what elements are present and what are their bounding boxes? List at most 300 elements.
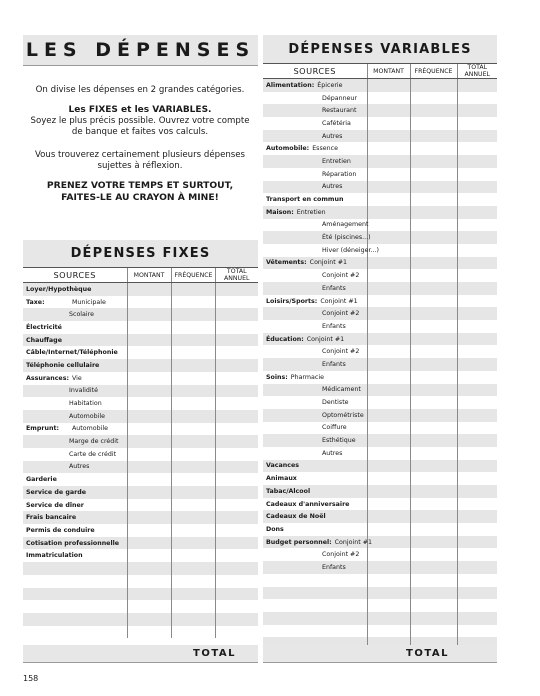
source-cell <box>263 104 367 117</box>
annual-total-cell[interactable] <box>457 371 497 384</box>
frequency-cell[interactable] <box>410 320 457 333</box>
amount-cell[interactable] <box>367 561 410 574</box>
fixes-total-bar <box>23 645 258 663</box>
amount-cell[interactable] <box>367 269 410 282</box>
col-total-annuel: TOTAL ANNUEL <box>215 268 258 283</box>
source-category: Immatriculation <box>26 552 83 560</box>
frequency-cell[interactable] <box>410 269 457 282</box>
table-row <box>263 168 497 181</box>
annual-total-cell[interactable] <box>215 435 258 448</box>
amount-cell[interactable] <box>367 625 410 638</box>
frequency-cell[interactable] <box>410 231 457 244</box>
frequency-cell[interactable] <box>410 155 457 168</box>
source-cell <box>263 612 367 625</box>
annual-total-cell[interactable] <box>457 92 497 105</box>
frequency-cell[interactable] <box>410 92 457 105</box>
table-row <box>263 307 497 320</box>
annual-total-cell[interactable] <box>457 282 497 295</box>
frequency-cell[interactable] <box>171 473 215 486</box>
frequency-cell[interactable] <box>410 257 457 270</box>
source-cell <box>263 320 367 333</box>
amount-cell[interactable] <box>367 104 410 117</box>
annual-total-cell[interactable] <box>457 155 497 168</box>
amount-cell[interactable] <box>127 524 171 537</box>
source-cell <box>263 257 367 270</box>
frequency-cell[interactable] <box>410 193 457 206</box>
annual-total-cell[interactable] <box>457 345 497 358</box>
frequency-cell[interactable] <box>410 498 457 511</box>
amount-cell[interactable] <box>127 626 171 639</box>
source-cell <box>263 92 367 105</box>
frequency-cell[interactable] <box>410 79 457 92</box>
frequency-cell[interactable] <box>171 524 215 537</box>
frequency-cell[interactable] <box>410 104 457 117</box>
annual-total-cell[interactable] <box>457 333 497 346</box>
source-cell <box>23 575 127 588</box>
amount-cell[interactable] <box>367 307 410 320</box>
amount-cell[interactable] <box>127 448 171 461</box>
annual-total-cell[interactable] <box>215 308 258 321</box>
table-row <box>263 384 497 397</box>
frequency-cell[interactable] <box>410 244 457 257</box>
annual-total-cell[interactable] <box>457 384 497 397</box>
annual-total-cell[interactable] <box>457 193 497 206</box>
annual-total-cell[interactable] <box>457 396 497 409</box>
annual-total-cell[interactable] <box>457 460 497 473</box>
amount-cell[interactable] <box>367 219 410 232</box>
annual-total-cell[interactable] <box>457 510 497 523</box>
annual-total-cell[interactable] <box>215 359 258 372</box>
amount-cell[interactable] <box>367 295 410 308</box>
table-row <box>263 320 497 333</box>
amount-cell[interactable] <box>367 92 410 105</box>
table-row <box>263 130 497 143</box>
annual-total-cell[interactable] <box>457 536 497 549</box>
source-subcategory: Habitation <box>69 400 102 408</box>
annual-total-cell[interactable] <box>457 206 497 219</box>
amount-cell[interactable] <box>127 385 171 398</box>
amount-cell[interactable] <box>127 461 171 474</box>
source-cell <box>263 485 367 498</box>
frequency-cell[interactable] <box>410 409 457 422</box>
table-row <box>23 321 258 334</box>
annual-total-cell[interactable] <box>457 498 497 511</box>
table-row <box>23 397 258 410</box>
amount-cell[interactable] <box>127 372 171 385</box>
source-cell <box>23 588 127 601</box>
frequency-cell[interactable] <box>171 435 215 448</box>
annual-total-cell[interactable] <box>457 447 497 460</box>
frequency-cell[interactable] <box>171 461 215 474</box>
source-cell <box>23 600 127 613</box>
amount-cell[interactable] <box>127 321 171 334</box>
annual-total-cell[interactable] <box>457 104 497 117</box>
source-subcategory: Coiffure <box>322 424 347 432</box>
annual-total-cell[interactable] <box>457 409 497 422</box>
source-cell <box>23 410 127 423</box>
annual-total-cell[interactable] <box>215 511 258 524</box>
amount-cell[interactable] <box>367 396 410 409</box>
amount-cell[interactable] <box>367 333 410 346</box>
frequency-cell[interactable] <box>410 561 457 574</box>
table-row <box>263 104 497 117</box>
annual-total-cell[interactable] <box>215 346 258 359</box>
amount-cell[interactable] <box>367 409 410 422</box>
intro-advice: PRENEZ VOTRE TEMPS ET SURTOUT, FAITES-LE AU CRAYON À MINE! <box>46 180 234 203</box>
annual-total-cell[interactable] <box>215 296 258 309</box>
frequency-cell[interactable] <box>171 600 215 613</box>
amount-cell[interactable] <box>367 599 410 612</box>
amount-cell[interactable] <box>367 587 410 600</box>
source-subcategory: Automobile <box>69 412 105 420</box>
frequency-cell[interactable] <box>410 130 457 143</box>
amount-cell[interactable] <box>367 460 410 473</box>
annual-total-cell[interactable] <box>457 422 497 435</box>
annual-total-cell[interactable] <box>215 499 258 512</box>
frequency-cell[interactable] <box>171 499 215 512</box>
source-cell <box>23 613 127 626</box>
annual-total-cell[interactable] <box>457 295 497 308</box>
source-subcategory: Automobile <box>72 425 108 433</box>
variables-total-bar <box>263 645 497 663</box>
frequency-cell[interactable] <box>410 168 457 181</box>
frequency-cell[interactable] <box>171 486 215 499</box>
annual-total-cell[interactable] <box>457 181 497 194</box>
table-row <box>263 142 497 155</box>
amount-cell[interactable] <box>367 142 410 155</box>
frequency-cell[interactable] <box>410 117 457 130</box>
annual-total-cell[interactable] <box>457 231 497 244</box>
amount-cell[interactable] <box>367 320 410 333</box>
annual-total-cell[interactable] <box>457 257 497 270</box>
frequency-cell[interactable] <box>410 181 457 194</box>
annual-total-cell[interactable] <box>215 321 258 334</box>
amount-cell[interactable] <box>127 435 171 448</box>
frequency-cell[interactable] <box>410 142 457 155</box>
amount-cell[interactable] <box>127 423 171 436</box>
source-cell <box>263 548 367 561</box>
amount-cell[interactable] <box>127 334 171 347</box>
annual-total-cell[interactable] <box>457 599 497 612</box>
source-subcategory: Autres <box>69 463 90 471</box>
annual-total-cell[interactable] <box>215 473 258 486</box>
annual-total-cell[interactable] <box>457 485 497 498</box>
amount-cell[interactable] <box>127 613 171 626</box>
frequency-cell[interactable] <box>171 372 215 385</box>
source-cell <box>263 434 367 447</box>
frequency-cell[interactable] <box>171 397 215 410</box>
amount-cell[interactable] <box>127 486 171 499</box>
annual-total-cell[interactable] <box>457 117 497 130</box>
amount-cell[interactable] <box>127 499 171 512</box>
source-cell <box>263 510 367 523</box>
amount-cell[interactable] <box>127 549 171 562</box>
variables-title: DÉPENSES VARIABLES <box>263 35 497 63</box>
frequency-cell[interactable] <box>410 384 457 397</box>
annual-total-cell[interactable] <box>457 142 497 155</box>
table-row <box>263 231 497 244</box>
amount-cell[interactable] <box>367 384 410 397</box>
table-row <box>23 524 258 537</box>
annual-total-cell[interactable] <box>457 244 497 257</box>
frequency-cell[interactable] <box>410 206 457 219</box>
source-cell <box>263 181 367 194</box>
frequency-cell[interactable] <box>171 575 215 588</box>
amount-cell[interactable] <box>367 117 410 130</box>
frequency-cell[interactable] <box>410 307 457 320</box>
amount-cell[interactable] <box>367 612 410 625</box>
annual-total-cell[interactable] <box>457 561 497 574</box>
source-category: Électricité <box>26 323 62 331</box>
frequency-cell[interactable] <box>171 549 215 562</box>
amount-cell[interactable] <box>367 193 410 206</box>
source-category: Éducation: <box>266 335 304 343</box>
frequency-cell[interactable] <box>171 537 215 550</box>
annual-total-cell[interactable] <box>457 612 497 625</box>
amount-cell[interactable] <box>367 231 410 244</box>
frequency-cell[interactable] <box>410 333 457 346</box>
annual-total-cell[interactable] <box>215 588 258 601</box>
amount-cell[interactable] <box>367 345 410 358</box>
frequency-cell[interactable] <box>171 562 215 575</box>
annual-total-cell[interactable] <box>457 548 497 561</box>
source-cell <box>263 206 367 219</box>
annual-total-cell[interactable] <box>215 334 258 347</box>
annual-total-cell[interactable] <box>457 472 497 485</box>
annual-total-cell[interactable] <box>215 562 258 575</box>
source-category: Garderie <box>26 476 57 484</box>
frequency-cell[interactable] <box>171 423 215 436</box>
amount-cell[interactable] <box>367 536 410 549</box>
frequency-cell[interactable] <box>410 447 457 460</box>
table-row <box>23 486 258 499</box>
frequency-cell[interactable] <box>410 219 457 232</box>
amount-cell[interactable] <box>367 181 410 194</box>
table-row <box>263 625 497 638</box>
frequency-cell[interactable] <box>410 587 457 600</box>
frequency-cell[interactable] <box>171 346 215 359</box>
amount-cell[interactable] <box>127 308 171 321</box>
amount-cell[interactable] <box>127 346 171 359</box>
annual-total-cell[interactable] <box>215 613 258 626</box>
source-cell <box>263 307 367 320</box>
source-subcategory: Restaurant <box>322 107 357 115</box>
source-cell <box>23 473 127 486</box>
annual-total-cell[interactable] <box>215 283 258 296</box>
frequency-cell[interactable] <box>410 371 457 384</box>
frequency-cell[interactable] <box>410 396 457 409</box>
amount-cell[interactable] <box>367 155 410 168</box>
source-category: Service de garde <box>26 488 86 496</box>
amount-cell[interactable] <box>367 498 410 511</box>
amount-cell[interactable] <box>127 397 171 410</box>
frequency-cell[interactable] <box>410 460 457 473</box>
annual-total-cell[interactable] <box>215 461 258 474</box>
frequency-cell[interactable] <box>171 321 215 334</box>
source-subcategory: Hiver (déneiger...) <box>322 246 379 254</box>
frequency-cell[interactable] <box>410 548 457 561</box>
source-cell <box>263 358 367 371</box>
source-cell <box>263 384 367 397</box>
annual-total-cell[interactable] <box>215 575 258 588</box>
source-cell <box>263 345 367 358</box>
frequency-cell[interactable] <box>410 422 457 435</box>
fixes-table <box>23 267 258 638</box>
table-row <box>23 473 258 486</box>
amount-cell[interactable] <box>367 510 410 523</box>
frequency-cell[interactable] <box>410 485 457 498</box>
frequency-cell[interactable] <box>410 574 457 587</box>
annual-total-cell[interactable] <box>457 625 497 638</box>
amount-cell[interactable] <box>367 358 410 371</box>
amount-cell[interactable] <box>127 296 171 309</box>
amount-cell[interactable] <box>127 511 171 524</box>
annual-total-cell[interactable] <box>457 434 497 447</box>
frequency-cell[interactable] <box>171 626 215 639</box>
source-subcategory: Enfants <box>322 322 346 330</box>
annual-total-cell[interactable] <box>215 423 258 436</box>
annual-total-cell[interactable] <box>457 79 497 92</box>
annual-total-cell[interactable] <box>457 587 497 600</box>
frequency-cell[interactable] <box>410 282 457 295</box>
source-cell <box>263 244 379 257</box>
amount-cell[interactable] <box>367 472 410 485</box>
frequency-cell[interactable] <box>171 511 215 524</box>
frequency-cell[interactable] <box>410 523 457 536</box>
annual-total-cell[interactable] <box>215 626 258 639</box>
source-cell <box>23 296 127 309</box>
frequency-cell[interactable] <box>410 358 457 371</box>
table-row <box>23 423 258 436</box>
amount-cell[interactable] <box>367 206 410 219</box>
annual-total-cell[interactable] <box>215 486 258 499</box>
annual-total-cell[interactable] <box>215 385 258 398</box>
source-subcategory: Essence <box>312 145 338 153</box>
amount-cell[interactable] <box>367 79 410 92</box>
frequency-cell[interactable] <box>410 510 457 523</box>
amount-cell[interactable] <box>127 359 171 372</box>
amount-cell[interactable] <box>367 548 410 561</box>
table-row <box>263 599 497 612</box>
frequency-cell[interactable] <box>410 295 457 308</box>
source-cell <box>263 142 367 155</box>
annual-total-cell[interactable] <box>457 219 497 232</box>
frequency-cell[interactable] <box>171 410 215 423</box>
source-category: Tabac/Alcool <box>266 487 311 495</box>
amount-cell[interactable] <box>127 588 171 601</box>
frequency-cell[interactable] <box>410 599 457 612</box>
frequency-cell[interactable] <box>410 612 457 625</box>
amount-cell[interactable] <box>127 473 171 486</box>
annual-total-cell[interactable] <box>215 537 258 550</box>
frequency-cell[interactable] <box>410 536 457 549</box>
amount-cell[interactable] <box>367 434 410 447</box>
table-row <box>23 600 258 613</box>
source-cell <box>263 130 367 143</box>
annual-total-cell[interactable] <box>457 358 497 371</box>
amount-cell[interactable] <box>127 600 171 613</box>
frequency-cell[interactable] <box>171 448 215 461</box>
source-cell <box>263 472 367 485</box>
table-row <box>23 346 258 359</box>
annual-total-cell[interactable] <box>457 130 497 143</box>
annual-total-cell[interactable] <box>215 600 258 613</box>
frequency-cell[interactable] <box>410 345 457 358</box>
table-row <box>263 574 497 587</box>
annual-total-cell[interactable] <box>457 168 497 181</box>
frequency-cell[interactable] <box>410 434 457 447</box>
source-subcategory: Enfants <box>322 284 346 292</box>
amount-cell[interactable] <box>367 574 410 587</box>
amount-cell[interactable] <box>367 485 410 498</box>
frequency-cell[interactable] <box>171 296 215 309</box>
frequency-cell[interactable] <box>171 359 215 372</box>
frequency-cell[interactable] <box>171 334 215 347</box>
annual-total-cell[interactable] <box>215 372 258 385</box>
source-cell <box>263 536 372 549</box>
table-row <box>263 269 497 282</box>
annual-total-cell[interactable] <box>215 549 258 562</box>
amount-cell[interactable] <box>127 562 171 575</box>
frequency-cell[interactable] <box>410 472 457 485</box>
amount-cell[interactable] <box>367 282 410 295</box>
amount-cell[interactable] <box>127 283 171 296</box>
source-category: Câble/Internet/Téléphonie <box>26 349 118 357</box>
amount-cell[interactable] <box>367 422 410 435</box>
source-cell <box>23 423 127 436</box>
frequency-cell[interactable] <box>171 283 215 296</box>
amount-cell[interactable] <box>367 168 410 181</box>
annual-total-cell[interactable] <box>457 307 497 320</box>
annual-total-cell[interactable] <box>215 397 258 410</box>
amount-cell[interactable] <box>127 537 171 550</box>
frequency-cell[interactable] <box>171 308 215 321</box>
col-montant: MONTANT <box>127 268 171 283</box>
amount-cell[interactable] <box>367 371 410 384</box>
amount-cell[interactable] <box>127 575 171 588</box>
amount-cell[interactable] <box>367 257 410 270</box>
source-cell <box>263 447 367 460</box>
fixes-total-label: TOTAL <box>193 648 236 659</box>
frequency-cell[interactable] <box>171 385 215 398</box>
source-category: Permis de conduire <box>26 526 95 534</box>
table-row <box>263 155 497 168</box>
annual-total-cell[interactable] <box>215 524 258 537</box>
annual-total-cell[interactable] <box>457 523 497 536</box>
amount-cell[interactable] <box>127 410 171 423</box>
amount-cell[interactable] <box>367 523 410 536</box>
table-row <box>23 359 258 372</box>
frequency-cell[interactable] <box>410 625 457 638</box>
annual-total-cell[interactable] <box>457 320 497 333</box>
annual-total-cell[interactable] <box>457 574 497 587</box>
source-subcategory: Conjoint #1 <box>320 297 358 305</box>
amount-cell[interactable] <box>367 130 410 143</box>
source-cell <box>263 79 367 92</box>
frequency-cell[interactable] <box>171 588 215 601</box>
table-row <box>263 358 497 371</box>
frequency-cell[interactable] <box>171 613 215 626</box>
source-cell <box>263 561 367 574</box>
amount-cell[interactable] <box>367 447 410 460</box>
table-row <box>263 117 497 130</box>
source-cell <box>263 574 367 587</box>
table-row <box>263 472 497 485</box>
annual-total-cell[interactable] <box>457 269 497 282</box>
source-subcategory: Médicament <box>322 386 361 394</box>
annual-total-cell[interactable] <box>215 410 258 423</box>
annual-total-cell[interactable] <box>215 448 258 461</box>
